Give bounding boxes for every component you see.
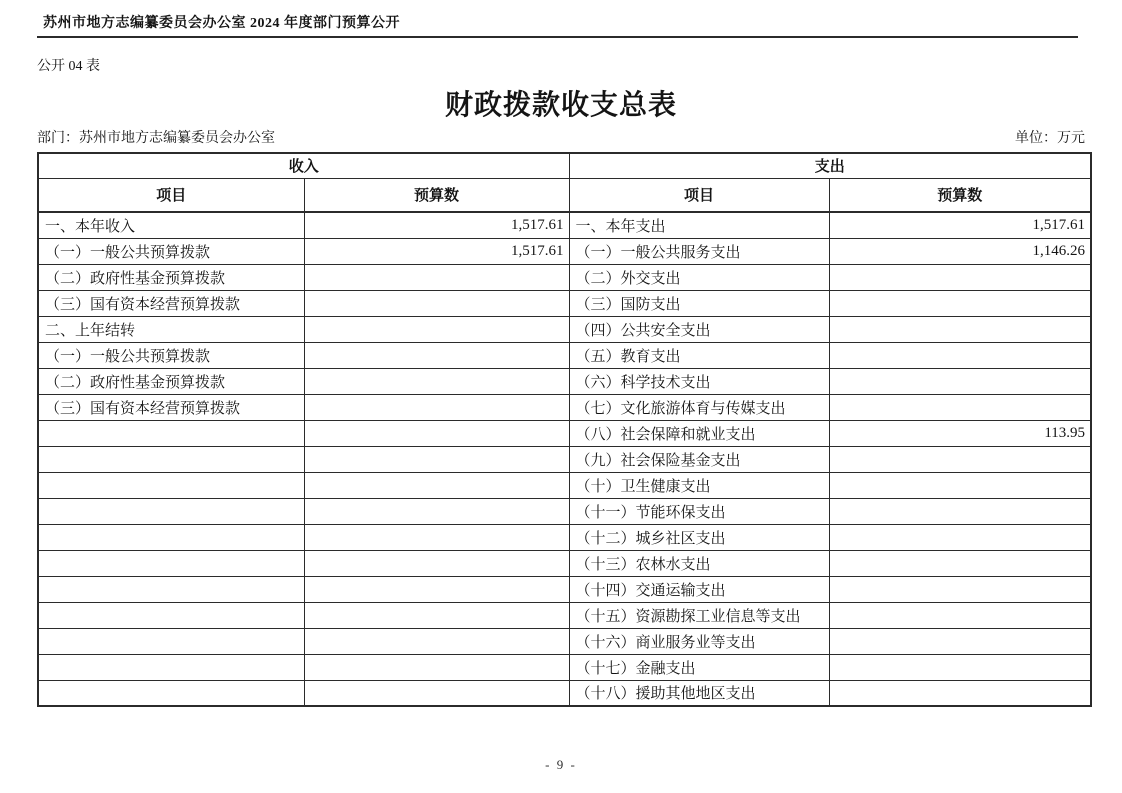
income-item-cell [38,524,304,550]
unit-label: 单位：万元 [1015,131,1085,146]
expense-item-cell: （十六）商业服务业等支出 [569,628,829,654]
department-label: 部门：苏州市地方志编纂委员会办公室 [37,131,275,146]
income-value-cell [304,290,569,316]
expense-value-cell [829,472,1091,498]
expense-value-cell: 113.95 [829,420,1091,446]
expense-item-cell: （六）科学技术支出 [569,368,829,394]
table-row [38,446,1091,472]
expense-item-cell: （一）一般公共服务支出 [569,238,829,264]
table-row [38,290,1091,316]
income-item-cell: （三）国有资本经营预算拨款 [38,394,304,420]
expense-item-cell: （十五）资源勘探工业信息等支出 [569,602,829,628]
income-value-cell [304,654,569,680]
income-item-cell [38,446,304,472]
income-value-cell [304,550,569,576]
expense-value-cell [829,316,1091,342]
expense-item-cell: （十八）援助其他地区支出 [569,680,829,706]
expense-item-cell: （十二）城乡社区支出 [569,524,829,550]
income-value-cell [304,316,569,342]
expense-value-cell [829,550,1091,576]
income-value-cell: 1,517.61 [304,212,569,238]
expense-item-cell: （十四）交通运输支出 [569,576,829,602]
table-row [38,550,1091,576]
page-title: 财政拨款收支总表 [444,90,677,121]
expense-item-cell: 一、本年支出 [569,212,829,238]
income-item-cell: （二）政府性基金预算拨款 [38,368,304,394]
income-item-cell: 二、上年结转 [38,316,304,342]
table-row [38,576,1091,602]
expense-item-cell: （五）教育支出 [569,342,829,368]
table-meta-row [37,127,1085,147]
income-budget-column-header: 预算数 [304,178,569,212]
expense-value-cell [829,576,1091,602]
expense-item-cell: （十一）节能环保支出 [569,498,829,524]
expenditure-budget-column-header: 预算数 [829,178,1091,212]
expense-value-cell [829,394,1091,420]
expense-value-cell [829,264,1091,290]
expense-item-cell: （二）外交支出 [569,264,829,290]
income-item-cell [38,680,304,706]
table-row [38,602,1091,628]
income-item-cell [38,420,304,446]
expense-value-cell [829,524,1091,550]
table-row [38,394,1091,420]
expense-item-cell: （七）文化旅游体育与传媒支出 [569,394,829,420]
income-value-cell [304,602,569,628]
expense-value-cell [829,602,1091,628]
income-value-cell [304,264,569,290]
income-item-cell [38,602,304,628]
expense-value-cell: 1,146.26 [829,238,1091,264]
expense-value-cell [829,498,1091,524]
expense-item-cell: （八）社会保障和就业支出 [569,420,829,446]
expense-value-cell [829,368,1091,394]
document-header [37,10,1078,38]
expense-item-cell: （十）卫生健康支出 [569,472,829,498]
expense-item-cell: （九）社会保险基金支出 [569,446,829,472]
income-item-cell: （一）一般公共预算拨款 [38,342,304,368]
section-header-row [38,153,1091,178]
table-row [38,498,1091,524]
expense-value-cell [829,342,1091,368]
income-item-column-header: 项目 [38,178,304,212]
expense-item-cell: （四）公共安全支出 [569,316,829,342]
form-number-label: 公开 04 表 [37,59,100,74]
income-item-cell: （一）一般公共预算拨款 [38,238,304,264]
income-value-cell [304,368,569,394]
expense-item-cell: （三）国防支出 [569,290,829,316]
income-value-cell [304,472,569,498]
expenditure-item-column-header: 项目 [569,178,829,212]
table-row [38,654,1091,680]
income-item-cell [38,628,304,654]
income-value-cell [304,576,569,602]
table-row [38,628,1091,654]
table-row [38,238,1091,264]
income-item-cell [38,576,304,602]
income-section-header: 收入 [38,153,569,178]
expense-item-cell: （十七）金融支出 [569,654,829,680]
income-item-cell: （二）政府性基金预算拨款 [38,264,304,290]
table-row [38,524,1091,550]
expense-value-cell [829,628,1091,654]
expense-value-cell: 1,517.61 [829,212,1091,238]
table-row [38,472,1091,498]
expense-value-cell [829,290,1091,316]
income-value-cell [304,628,569,654]
income-value-cell [304,394,569,420]
table-row [38,420,1091,446]
table-row [38,316,1091,342]
income-value-cell [304,446,569,472]
table-row [38,368,1091,394]
page-number: - 9 - [545,757,577,772]
expenditure-section-header: 支出 [569,153,1091,178]
column-header-row [38,178,1091,212]
income-item-cell: 一、本年收入 [38,212,304,238]
budget-summary-table [37,152,1092,707]
expense-value-cell [829,654,1091,680]
table-row [38,680,1091,706]
income-item-cell [38,498,304,524]
income-item-cell [38,472,304,498]
income-value-cell [304,498,569,524]
expense-item-cell: （十三）农林水支出 [569,550,829,576]
income-item-cell: （三）国有资本经营预算拨款 [38,290,304,316]
income-value-cell [304,680,569,706]
expense-value-cell [829,446,1091,472]
budget-table-body [38,212,1091,706]
income-item-cell [38,654,304,680]
income-value-cell [304,420,569,446]
expense-value-cell [829,680,1091,706]
income-value-cell [304,524,569,550]
document-header-text: 苏州市地方志编纂委员会办公室 2024 年度部门预算公开 [43,16,400,31]
income-value-cell: 1,517.61 [304,238,569,264]
table-row [38,212,1091,238]
table-row [38,264,1091,290]
income-value-cell [304,342,569,368]
income-item-cell [38,550,304,576]
table-row [38,342,1091,368]
